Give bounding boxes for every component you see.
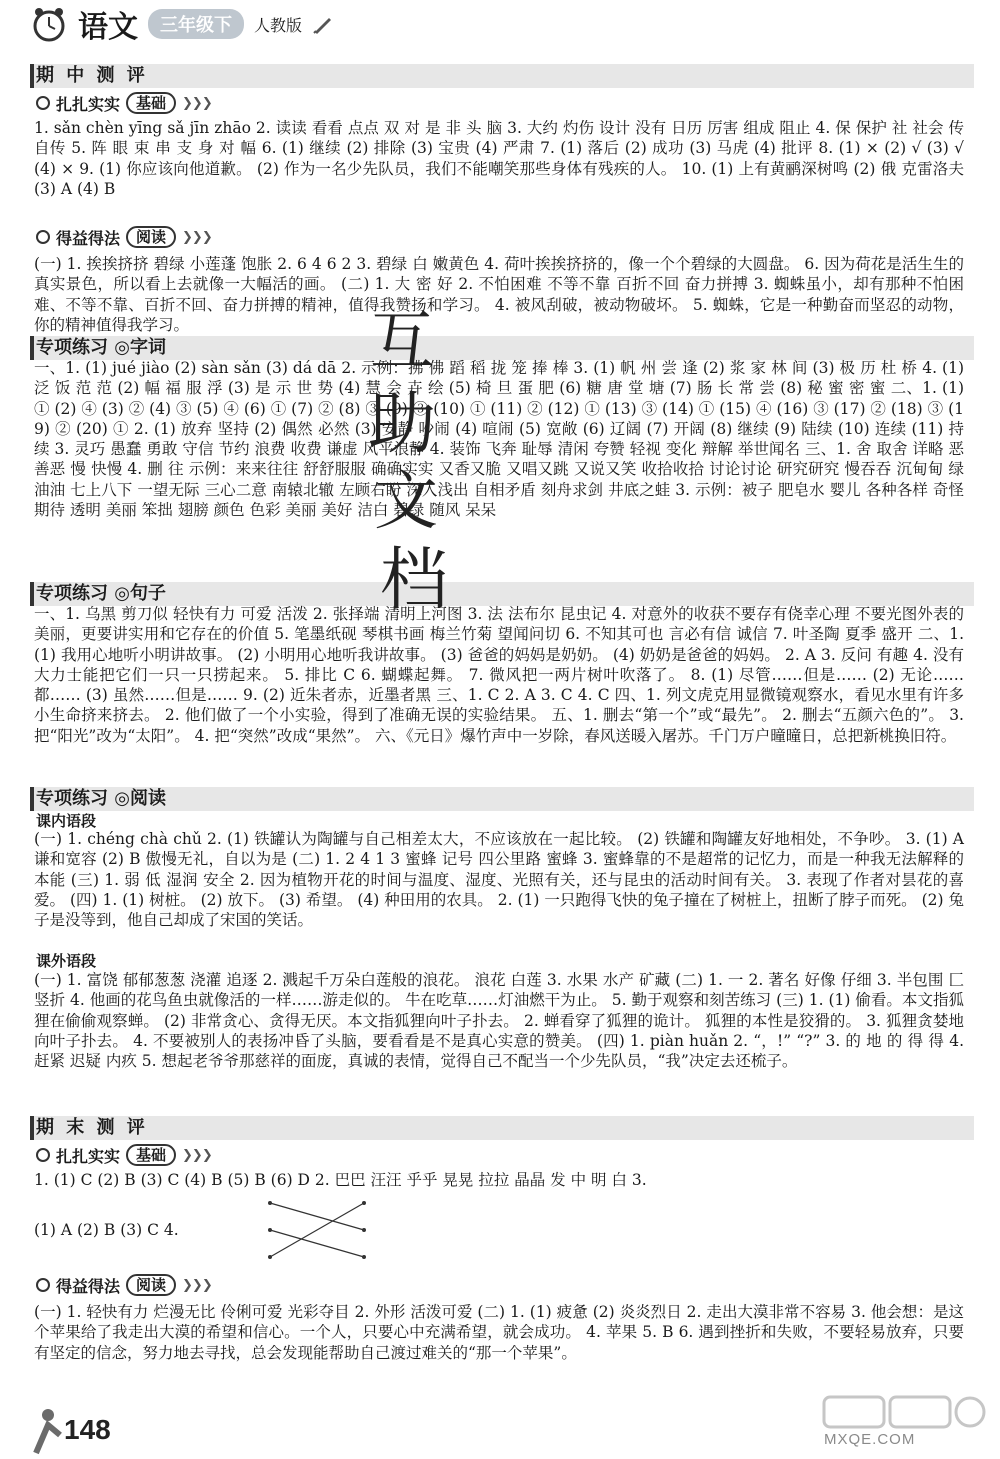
subject-title: 语文 bbox=[78, 10, 138, 45]
page-number: 148 bbox=[64, 1414, 111, 1445]
bullet-icon bbox=[36, 230, 50, 244]
grade-badge: 三年级下 bbox=[148, 9, 244, 39]
answers-kewai: (一) 1. 富饶 郁郁葱葱 浇灌 追逐 2. 溅起千万朵白莲般的浪花。 浪花 白莲 3. 水果 水产 矿藏 (二) 1. 一 2. 著名 好像 仔细 3. 半包围 匚 竖折 4. 他画的花鸟鱼虫就像活的一样……游走似的。 牛在吃草……灯油燃干为止。 5. 勤于观察和刻苦练习 (三) 1. (1) 偷看。本文指狐狸在偷偷观察蝉。 (2) 非常贪心、贪得无厌。本文指狐狸向叶子扑去。 2. 蝉看穿了狐狸的诡计。 狐狸的本性是狡猾的。 3. 狐狸贪婪地向叶子扑去。 4. 不要被别人的表扬冲昏了头脑，要看看是不是真心实意的赞美。 (四) 1. piàn huǎn 2. “，!” “?” 3. 的 地 的 得 得 4. 赶紧 迟疑 内疚 5. 想起老爷爷那慈祥的面庞，真诚的表情，觉得自己不配当一个少先队员，“我”决定去还梳子。 bbox=[34, 971, 969, 1071]
subhead-final-yuedu bbox=[36, 1272, 212, 1298]
answers-final-jichu-1: 1. (1) C (2) B (3) C (4) B (5) B (6) D 2. 巴巴 汪汪 乎乎 晃晃 拉拉 晶晶 发 中 明 白 3. bbox=[34, 1171, 647, 1189]
section-bar-zici bbox=[30, 336, 974, 360]
answers-mid-yuedu: (一) 1. 挨挨挤挤 碧绿 小莲蓬 饱胀 2. 6 4 6 2 3. 碧绿 白 嫩黄色 4. 荷叶挨挨挤挤的，像一个个碧绿的大圆盘。 6. 因为荷花是活生生的真实景色，所以看上去就像一大幅活的画。 (二) 1. 大 密 好 2. 不怕困难 不等不靠 百折不回 奋力拼搏 3. 蜘蛛虽小，却有那种不怕困难、不等不靠、百折不回、奋力拼搏的精神，值得我赞扬和学习。 4. 被风刮破，被动物破坏。 5. 蜘蛛，它是一种勤奋而坚忍的动物，你的精神值得我学习。 bbox=[34, 255, 964, 334]
tag-jichu: 基础 bbox=[126, 1144, 176, 1166]
clock-icon bbox=[30, 5, 68, 43]
watermark-url: MXQE.COM bbox=[824, 1431, 916, 1448]
tag-jichu: 基础 bbox=[126, 92, 176, 114]
subhead-kenei: 课内语段 bbox=[36, 812, 97, 830]
section-bar-yuedu bbox=[30, 787, 974, 811]
subhead-label: 得益得法 bbox=[56, 1276, 121, 1296]
answers-zici: 一、1. (1) jué jiào (2) sàn sǎn (3) dá dā 2. 示例：拂 佛 蹈 稻 拢 笼 捧 棒 3. (1) 帆 州 尝 逢 (2) 浆 家 林 间 (3) 极 历 杜 桥 4. (1) 泛 饭 范 范 (2) 幅 福 服 浮 (3) 是 示 世 势 (4) 慧 会 卉 绘 (5) 椅 旦 蛋 肥 (6) 糖 唐 堂 塘 (7) 肠 长 常 尝 (8) 秘 蜜 密 蜜 二、1. (1) ① (2) ④ (3) ② (4) ③ (5) ④ (6) ① (7) ② (8) ③ (9) ③ (10) ① (11) ② (12) ① (13) ③ (14) ① (15) ④ (16) ③ (17) ② (18) ③ (19) ② (20) ① 2. (1) 放弃 坚持 (2) 偶然 必然 (3) 安静 吵闹 (4) 喧闹 (5) 宽敞 (6) 辽阔 (7) 开阔 (8) 继续 (9) 陆续 (10) 连续 (11) 持续 3. 灵巧 愚蠢 勇敢 守信 节约 浪费 收费 谦虚 风平浪静 4. 装饰 飞奔 耻辱 清闲 夸赞 轻视 变化 辩解 举世闻名 三、1. 舍 取舍 详略 恶 善恶 慢 快慢 4. 删 往 示例：来来往往 舒舒服服 确确实实 又香又脆 又唱又跳 又说又笑 收拾收拾 讨论讨论 研究研究 慢吞吞 沉甸甸 绿油油 七上八下 一望无际 三心二意 南辕北辙 左顾右盼 深入浅出 自相矛盾 刻舟求剑 井底之蛙 3. 示例：被子 肥皂水 婴儿 各种各样 奇怪 期待 透明 美丽 笨拙 翅膀 颜色 色彩 美丽 美好 洁白 碧绿 随风 呆呆 bbox=[34, 359, 969, 520]
subhead-label: 扎扎实实 bbox=[56, 94, 121, 114]
arrows-icon: ❯❯❯ bbox=[182, 1147, 212, 1163]
edition-label: 人教版 bbox=[254, 15, 303, 35]
section-bar-juzi bbox=[30, 582, 974, 606]
arrows-icon: ❯❯❯ bbox=[182, 229, 212, 245]
answers-juzi: 一、1. 乌黑 剪刀似 轻快有力 可爱 活泼 2. 张择端 清明上河图 3. 法 法布尔 昆虫记 4. 对意外的收获不要存有侥幸心理 不要光图外表的美丽，更要讲实用和它存在的价值 5. 笔墨纸砚 琴棋书画 梅兰竹菊 望闻问切 6. 不知其可也 言必有信 诚信 7. 叶圣陶 夏季 盛开 二、1. (1) 我用心地听小明讲故事。 (2) 小明用心地听我讲故事。 (3) 爸爸的妈妈是奶奶。 (4) 奶奶是爸爸的妈妈。 2. A 3. 反问 有趣 4. 没有大力士能把它们一只一只捞起来。 5. 排比 C 6. 蝴蝶起舞。 7. 微风把一两片树叶吹落了。 8. (1) 尽管……但是…… (2) 无论……都…… (3) 虽然……但是…… 9. (2) 近朱者赤，近墨者黑 三、1. C 2. A 3. C 4. C 四、1. 列文虎克用显微镜观察水，看见水里有许多小生命挤来挤去。 2. 他们做了一个小实验，得到了准确无误的实验结果。 五、1. 删去“第一个”或“最先”。 2. 删去“五颜六色的”。 3. 把“阳光”改为“太阳”。 4. 把“突然”改成“果然”。 六、《元日》爆竹声中一岁除，春风送暖入屠苏。千门万户曈曈日，总把新桃换旧符。 bbox=[34, 605, 969, 745]
bullet-icon bbox=[36, 1278, 50, 1292]
answers-mid-jichu: 1. sǎn chèn yīng sǎ jīn zhāo 2. 读读 看看 点点 双 对 是 非 头 脑 3. 大约 灼伤 设计 没有 日历 厉害 组成 阻止 4. 保 保护 社 社会 传 自传 5. 阵 眼 束 串 支 身 对 幅 6. (1) 继续 (2) 排除 (3) 宝贵 (4) 严肃 7. (1) 落后 (2) 成功 (3) 马虎 (4) 批评 8. (1) × (2) √ (3) √ (4) × 9. (1) 你应该向他道歉。 (2) 作为一名少先队员，我们不能嘲笑那些身体有残疾的人。 10. (1) 上有黄鹂深树鸣 (2) 俄 克雷洛夫 (3) A (4) B bbox=[34, 119, 969, 198]
bullet-icon bbox=[36, 96, 50, 110]
section-title-midterm: 期 中 测 评 bbox=[36, 65, 148, 86]
section-bar-final bbox=[30, 1116, 974, 1140]
subhead-kewai: 课外语段 bbox=[36, 952, 97, 970]
answers-final-jichu-2: (1) A (2) B (3) C 4. bbox=[34, 1221, 179, 1239]
handwriting-char: 文 bbox=[374, 465, 438, 539]
handwriting-char: 互 bbox=[370, 305, 434, 379]
handwriting-char: 档 bbox=[380, 541, 449, 620]
matching-lines-diagram bbox=[262, 1195, 372, 1265]
page-header bbox=[30, 4, 334, 44]
pen-icon bbox=[312, 13, 334, 35]
bullet-icon bbox=[36, 1148, 50, 1162]
answers-kenei: (一) 1. chéng chà chǔ 2. (1) 铁罐认为陶罐与自己相差太大，不应该放在一起比较。 (2) 铁罐和陶罐友好地相处，不争吵。 3. (1) A 谦和宽容 (2) B 傲慢无礼，自以为是 (二) 1. 2 4 1 3 蜜蜂 记号 四公里路 蜜蜂 3. 蜜蜂靠的不是超常的记忆力，而是一种我无法解释的本能 (三) 1. 弱 低 湿润 安全 2. 因为植物开花的时间与温度、湿度、光照有关，还与昆虫的活动时间有关。 3. 表现了作者对昙花的喜爱。 (四) 1. (1) 树桩。 (2) 放下。 (3) 希望。 (4) 种田用的农具。 2. (1) 一只跑得飞快的兔子撞在了树桩上，扭断了脖子而死。 (2) 兔子是没等到，他自己却成了宋国的笑话。 bbox=[34, 830, 969, 930]
arrows-icon: ❯❯❯ bbox=[182, 1277, 212, 1293]
subhead-label: 得益得法 bbox=[56, 228, 121, 248]
subhead-final-jichu bbox=[36, 1142, 212, 1168]
subhead-mid-jichu bbox=[36, 90, 212, 116]
subhead-label: 扎扎实实 bbox=[56, 1146, 121, 1166]
arrows-icon: ❯❯❯ bbox=[182, 95, 212, 111]
section-title-zici: 专项练习 ◎字词 bbox=[36, 337, 166, 358]
section-title-yuedu: 专项练习 ◎阅读 bbox=[36, 788, 166, 809]
section-title-final: 期 末 测 评 bbox=[36, 1117, 148, 1138]
subhead-mid-yuedu bbox=[36, 224, 212, 250]
handwriting-overlay bbox=[360, 290, 490, 620]
section-title-juzi: 专项练习 ◎句子 bbox=[36, 583, 166, 604]
section-bar-midterm bbox=[30, 64, 974, 88]
tag-yuedu: 阅读 bbox=[126, 226, 176, 248]
handwriting-char: 助 bbox=[368, 385, 437, 464]
tag-yuedu: 阅读 bbox=[126, 1274, 176, 1296]
answers-final-yuedu: (一) 1. 轻快有力 烂漫无比 伶俐可爱 光彩夺目 2. 外形 活泼可爱 (二) 1. (1) 疲惫 (2) 炎炎烈日 2. 走出大漠非常不容易 3. 他会想：是这个苹果给了我走出大漠的希望和信心。一个人，只要心中充满希望，就会成功。 4. 苹果 5. B 6. 遇到挫折和失败，不要轻易放弃，只要有坚定的信念，努力地去寻找，总会发现能帮助自己渡过难关的“那一个苹果”。 bbox=[34, 1303, 964, 1362]
